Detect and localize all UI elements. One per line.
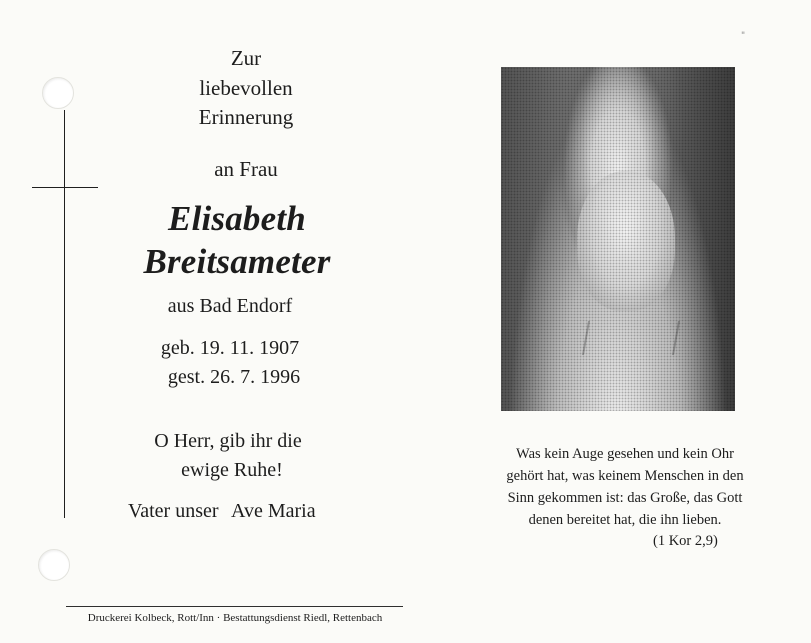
intro-line-2: liebevollen xyxy=(199,76,293,100)
prayer-ave-maria: Ave Maria xyxy=(231,500,316,522)
portrait-collar xyxy=(582,321,680,355)
bible-verse xyxy=(475,443,775,531)
prayer-vater-unser: Vater unser xyxy=(128,500,219,522)
verse-line-3: Sinn gekommen ist: das Große, das Gott xyxy=(507,490,743,506)
punch-hole-bottom xyxy=(38,549,70,581)
intro-line-3: Erinnerung xyxy=(198,105,294,129)
prayer-line-2: ewige Ruhe! xyxy=(181,459,283,481)
origin-text: aus Bad Endorf xyxy=(167,295,293,317)
intro-line-1: Zur xyxy=(230,46,262,70)
prayer-line-1: O Herr, gib ihr die xyxy=(154,430,302,452)
deceased-last-name: Breitsameter xyxy=(143,242,331,281)
death-date: gest. 26. 7. 1996 xyxy=(167,366,301,388)
recipient-prefix: an Frau xyxy=(214,157,278,181)
cross-icon-horizontal-bar xyxy=(32,187,98,188)
birth-date: geb. 19. 11. 1907 xyxy=(160,337,300,359)
punch-hole-top xyxy=(42,77,74,109)
footer-printer-text: Druckerei Kolbeck, Rott/Inn · Bestattungsdienst Riedl, Rettenbach xyxy=(87,612,383,624)
cross-icon-vertical-bar xyxy=(64,110,65,518)
footer-divider xyxy=(66,606,403,607)
verse-reference: (1 Kor 2,9) xyxy=(653,533,718,549)
verse-line-1: Was kein Auge gesehen und kein Ohr xyxy=(516,446,734,462)
portrait-photo xyxy=(501,67,735,411)
portrait-face xyxy=(577,171,675,311)
verse-line-2: gehört hat, was keinem Menschen in den xyxy=(506,468,744,484)
verse-line-4: denen bereitet hat, die ihn lieben. xyxy=(528,512,722,528)
deceased-first-name: Elisabeth xyxy=(168,199,306,238)
corner-mark: " xyxy=(741,31,746,41)
